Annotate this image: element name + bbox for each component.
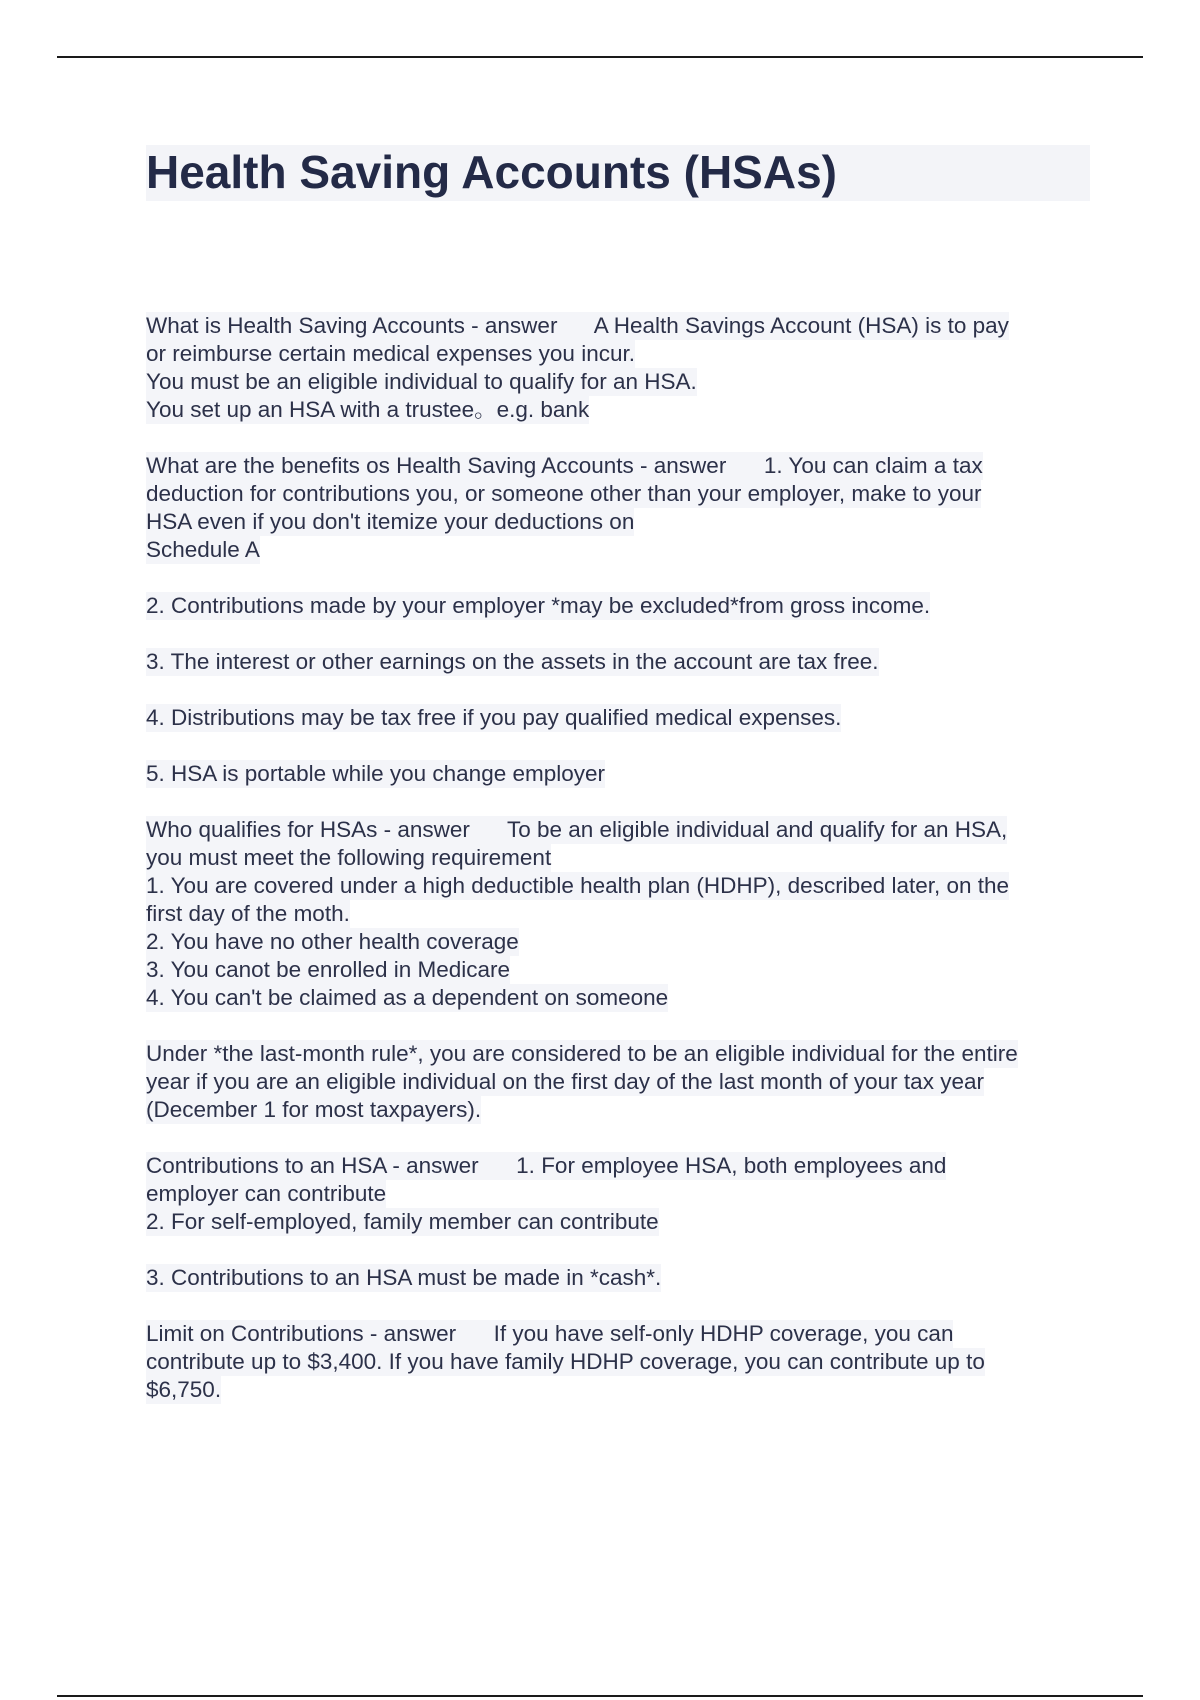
qa-block-what-is-hsa (146, 312, 1086, 424)
text-line: HSA even if you don't itemize your deductions on (146, 509, 635, 534)
qa-block-contribution-limit (146, 1320, 1086, 1404)
text-line: year if you are an eligible individual on the first day of the last month of your tax year (146, 1069, 984, 1094)
text-line: 2. Contributions made by your employer *may be excluded*from gross income. (146, 593, 931, 618)
benefit-item-4 (146, 704, 1086, 732)
text-line: 2. You have no other health coverage (146, 929, 519, 954)
text-line: 1. You are covered under a high deductible health plan (HDHP), described later, on the (146, 873, 1010, 898)
text-line: Who qualifies for HSAs - answer To be an eligible individual and qualify for an HSA, (146, 817, 1008, 842)
benefit-item-3 (146, 648, 1086, 676)
bottom-divider (57, 1695, 1143, 1697)
top-divider (57, 56, 1143, 58)
page-title: Health Saving Accounts (HSAs) (146, 146, 837, 198)
text-line: employer can contribute (146, 1181, 387, 1206)
text-line: you must meet the following requirement (146, 845, 552, 870)
text-line: Limit on Contributions - answer If you have self-only HDHP coverage, you can (146, 1321, 954, 1346)
text-line: (December 1 for most taxpayers). (146, 1097, 482, 1122)
text-line: 3. You canot be enrolled in Medicare (146, 957, 511, 982)
text-line: 2. For self-employed, family member can contribute (146, 1209, 659, 1234)
text-line: deduction for contributions you, or someone other than your employer, make to your (146, 481, 982, 506)
text-line: 4. Distributions may be tax free if you pay qualified medical expenses. (146, 705, 842, 730)
text-line: first day of the moth. (146, 901, 350, 926)
text-line: You must be an eligible individual to qualify for an HSA. (146, 369, 697, 394)
text-line: or reimburse certain medical expenses you incur. (146, 341, 635, 366)
contribution-item-3 (146, 1264, 1086, 1292)
text-line: Schedule A (146, 537, 260, 562)
qa-block-benefits (146, 452, 1086, 564)
text-line: 4. You can't be claimed as a dependent on someone (146, 985, 669, 1010)
qa-block-who-qualifies (146, 816, 1086, 1012)
text-line: $6,750. (146, 1377, 222, 1402)
document-body (146, 312, 1086, 1432)
text-line: What is Health Saving Accounts - answer A Health Savings Account (HSA) is to pay (146, 313, 1009, 338)
benefit-item-5 (146, 760, 1086, 788)
text-line: 3. Contributions to an HSA must be made in *cash*. (146, 1265, 662, 1290)
qa-block-contributions (146, 1152, 1086, 1236)
text-line: Contributions to an HSA - answer 1. For employee HSA, both employees and (146, 1153, 947, 1178)
text-line: Under *the last-month rule*, you are considered to be an eligible individual for the entire (146, 1041, 1018, 1066)
text-line: 3. The interest or other earnings on the assets in the account are tax free. (146, 649, 879, 674)
benefit-item-2 (146, 592, 1086, 620)
text-line: contribute up to $3,400. If you have family HDHP coverage, you can contribute up to (146, 1349, 985, 1374)
text-line: You set up an HSA with a trustee。e.g. bank (146, 397, 590, 422)
last-month-rule-paragraph (146, 1040, 1086, 1124)
text-line: 5. HSA is portable while you change employer (146, 761, 606, 786)
text-line: What are the benefits os Health Saving Accounts - answer 1. You can claim a tax (146, 453, 983, 478)
